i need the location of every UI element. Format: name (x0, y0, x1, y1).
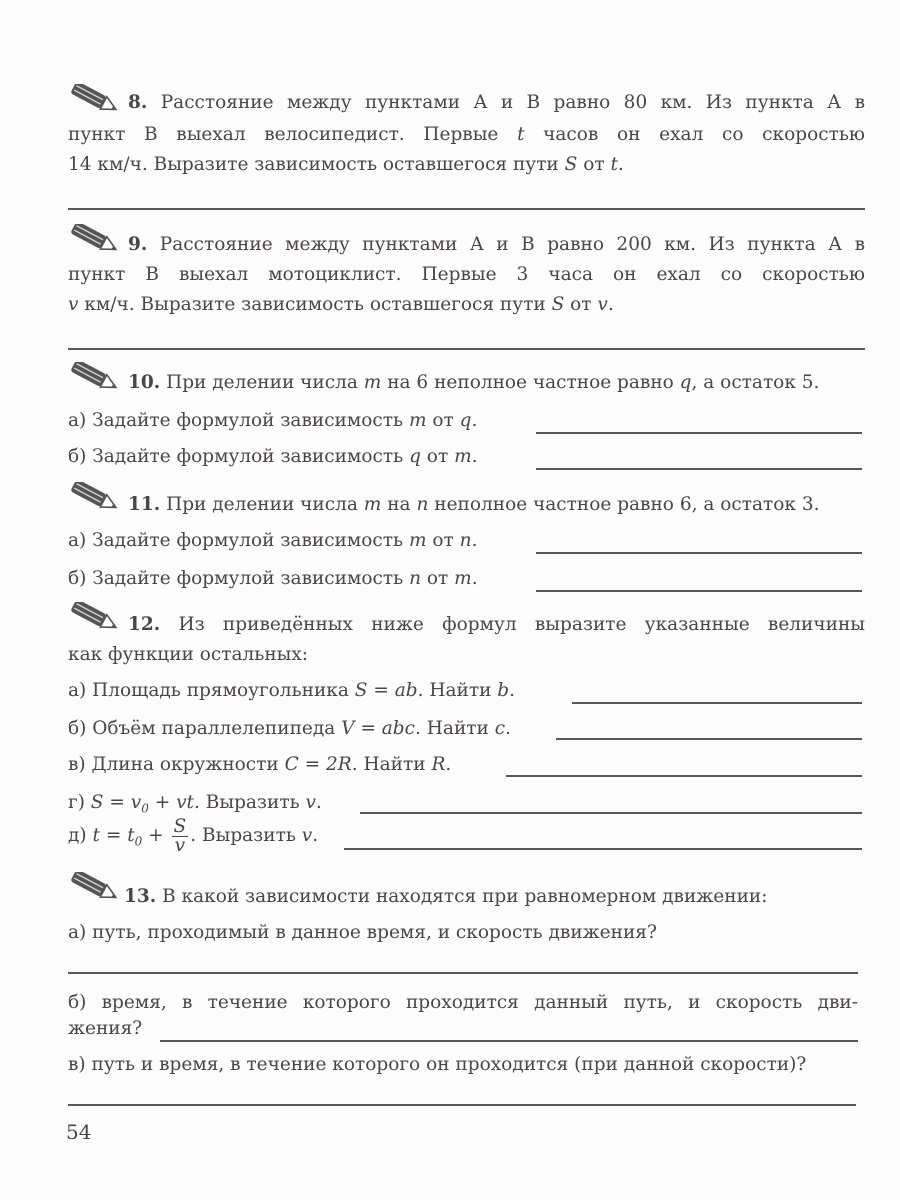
task-text: Расстояние между пунктами А и В равно 80 км. Из пункта А в (147, 92, 865, 113)
task-8-line-2 (68, 120, 865, 150)
task-text: км/ч. Выразите зависимость оставшегося пути (78, 294, 552, 315)
task-text: . Выразить (193, 792, 306, 813)
task-text: а) Задайте формулой зависимость (68, 530, 409, 551)
task-number: 8. (128, 92, 148, 113)
page-number: 54 (66, 1120, 92, 1144)
numerator: S (173, 815, 187, 837)
variable: c (494, 718, 506, 739)
task-12c (68, 750, 451, 780)
task-text: . (471, 446, 478, 467)
task-12-line-2 (68, 640, 308, 670)
answer-line-12d[interactable] (360, 812, 862, 814)
variable: q (679, 372, 692, 393)
task-text: . (471, 410, 478, 431)
task-11b (68, 564, 478, 594)
variable: m (408, 410, 427, 431)
variable: t (517, 124, 525, 145)
task-13a (68, 918, 657, 948)
task-text: . (471, 530, 478, 551)
task-10-statement (128, 368, 819, 398)
task-number: 10. (128, 372, 161, 393)
task-text: . Выразить (190, 825, 302, 846)
pencil-icon (68, 872, 124, 904)
task-text: При делении числа (160, 372, 364, 393)
variable: m (363, 494, 382, 515)
task-text: в) Длина окружности (68, 754, 285, 775)
formula: V = abc (341, 718, 416, 739)
variable: v (301, 825, 313, 846)
answer-line-9[interactable] (68, 348, 865, 350)
task-text: 14 км/ч. Выразите зависимость оставшегося пути (68, 154, 565, 175)
variable: q (459, 410, 472, 431)
answer-line-12c[interactable] (506, 775, 862, 777)
denominator: v (174, 834, 186, 856)
task-10a (68, 406, 477, 436)
task-11a (68, 526, 477, 556)
subscript: 0 (134, 834, 143, 849)
task-text: . (607, 294, 614, 315)
task-8-line-1 (128, 88, 865, 118)
formula: S = v (90, 792, 142, 813)
subscript: 0 (141, 801, 149, 816)
task-text: часов он ехал со скоростью (524, 124, 866, 145)
formula: + (142, 825, 170, 846)
variable: n (409, 568, 421, 589)
formula: C = 2R (284, 754, 352, 775)
pencil-icon (68, 224, 124, 256)
task-text: б) Объём параллелепипеда (68, 718, 342, 739)
task-text: . Найти (351, 754, 432, 775)
answer-line-12b[interactable] (556, 738, 862, 740)
task-number: 9. (128, 234, 148, 255)
task-13c (68, 1050, 806, 1080)
answer-line-13a[interactable] (68, 972, 858, 974)
task-text: от (421, 568, 455, 589)
task-text: Расстояние между пунктами А и В равно 200 км. Из пункта А в (147, 234, 865, 255)
task-text: а) Площадь прямоугольника (68, 680, 355, 701)
task-text: . (471, 568, 478, 589)
task-9-line-1 (128, 230, 865, 260)
task-text: . (312, 825, 319, 846)
task-text: . (617, 154, 624, 175)
variable: t (610, 154, 618, 175)
variable: R (431, 754, 446, 775)
variable: n (416, 494, 429, 515)
pencil-icon (68, 84, 124, 116)
task-text: от (420, 446, 455, 467)
task-text: В какой зависимости находятся при равномерном движении: (156, 886, 768, 907)
task-text: пункт В выехал велосипедист. Первые (68, 124, 518, 145)
task-text: При делении числа (160, 494, 364, 515)
formula: S = ab (354, 680, 418, 701)
task-text: жения? (68, 1018, 143, 1039)
variable: S (551, 294, 565, 315)
task-text: . (445, 754, 452, 775)
task-text: . Найти (417, 680, 498, 701)
task-text: неполное частное равно 6, а остаток 3. (428, 494, 820, 515)
task-11-statement (128, 490, 820, 520)
task-text: от (577, 154, 611, 175)
variable: m (454, 568, 472, 589)
task-12-line-1 (128, 610, 865, 640)
task-text: б) Задайте формулой зависимость (68, 568, 410, 589)
variable: m (408, 530, 427, 551)
task-text: пункт В выехал мотоциклист. Первые 3 часа он ехал со скоростью (68, 264, 865, 285)
variable: v (68, 294, 79, 315)
variable: q (409, 446, 421, 467)
pencil-icon (68, 362, 124, 394)
answer-line-12a[interactable] (572, 702, 862, 704)
task-text: от (426, 530, 460, 551)
task-text: . (509, 680, 516, 701)
task-text: . (505, 718, 511, 739)
task-text: д) (68, 825, 93, 846)
task-text: от (426, 410, 460, 431)
task-number: 11. (128, 494, 161, 515)
task-text: Из приведённых ниже формул выразите указанные величины (160, 614, 865, 635)
answer-line-8[interactable] (68, 208, 865, 210)
task-text: б) время, в течение которого проходится данный путь, и скорость дви- (68, 992, 858, 1013)
answer-line-10b[interactable] (536, 468, 862, 470)
task-text: , а остаток 5. (691, 372, 820, 393)
formula: t = t (92, 825, 135, 846)
task-text: г) (68, 792, 91, 813)
answer-line-13b[interactable] (160, 1040, 858, 1042)
task-text: как функции остальных: (68, 644, 309, 665)
answer-line-12e[interactable] (344, 848, 862, 850)
task-text: от (564, 294, 598, 315)
task-text: б) Задайте формулой зависимость (68, 446, 410, 467)
task-text: на 6 неполное частное равно (381, 372, 680, 393)
answer-line-11b[interactable] (536, 590, 862, 592)
task-9-line-2 (68, 260, 865, 290)
pencil-icon (68, 482, 124, 514)
task-text: в) путь и время, в течение которого он проходится (при данной скорости)? (68, 1054, 807, 1075)
task-text: а) путь, проходимый в данное время, и скорость движения? (68, 922, 657, 943)
variable: b (497, 680, 510, 701)
task-text: . Найти (415, 718, 495, 739)
task-text: . (316, 792, 322, 813)
answer-line-13c[interactable] (68, 1104, 856, 1106)
task-text: а) Задайте формулой зависимость (68, 410, 409, 431)
task-10b (68, 442, 478, 472)
task-13-statement (124, 882, 767, 912)
variable: v (597, 294, 608, 315)
variable: m (363, 372, 382, 393)
variable: S (564, 154, 578, 175)
task-12b (68, 714, 511, 744)
variable: v (305, 792, 316, 813)
task-number: 12. (128, 614, 161, 635)
task-8-line-3 (68, 150, 624, 180)
variable: n (459, 530, 472, 551)
answer-line-10a[interactable] (536, 432, 862, 434)
fraction (172, 815, 189, 856)
task-number: 13. (124, 886, 157, 907)
task-13b-line-1 (68, 988, 858, 1018)
formula: + vt (148, 792, 194, 813)
pencil-icon (68, 602, 124, 634)
variable: m (454, 446, 472, 467)
answer-line-11a[interactable] (536, 552, 862, 554)
task-12e (68, 816, 318, 862)
task-13b-line-2 (68, 1014, 142, 1044)
task-12a (68, 676, 515, 706)
task-text: на (381, 494, 417, 515)
task-9-line-3 (68, 290, 614, 320)
